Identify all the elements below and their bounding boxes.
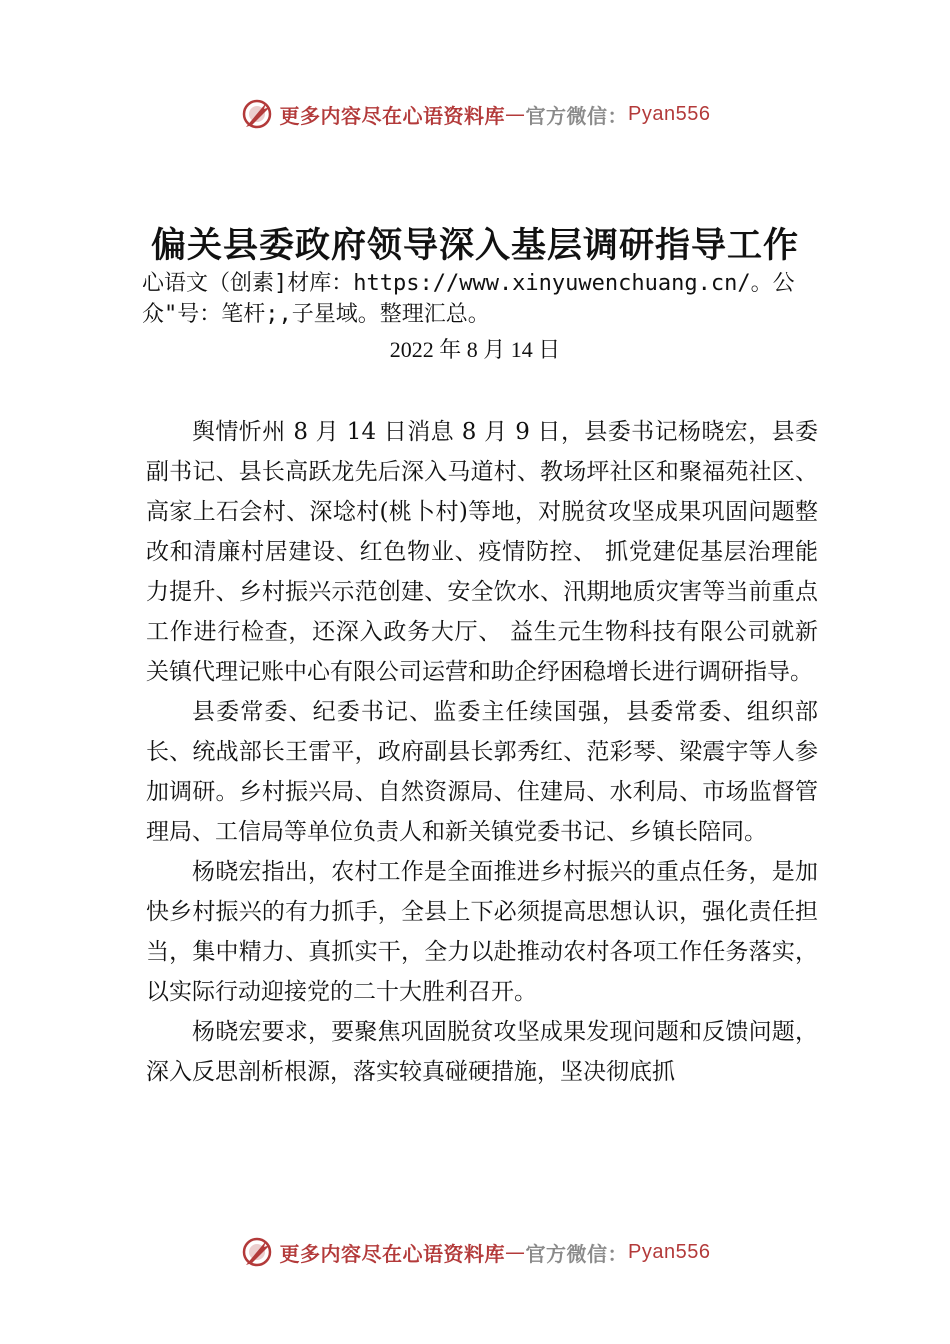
paragraph: 杨晓宏要求，要聚焦巩固脱贫攻坚成果发现问题和反馈问题，深入反思剖析根源，落实较真碰硬措施，坚决彻底抓 [146, 1019, 818, 1085]
banner-dash: — [505, 1240, 526, 1264]
banner-wechat-label: 官方微信： [525, 103, 629, 128]
header-banner [0, 96, 950, 132]
banner-dash: — [505, 102, 526, 126]
quill-logo-icon [240, 97, 274, 131]
document-title: 偏关县委政府领导深入基层调研指导工作 [150, 225, 799, 266]
quill-logo-icon [240, 1235, 274, 1269]
banner-wechat-label: 官方微信： [525, 1241, 629, 1266]
banner-wechat-id: Pyan556 [628, 1240, 711, 1263]
document-date: 2022 年 8 月 14 日 [389, 337, 561, 362]
paragraph: 舆情忻州 8 月 14 日消息 8 月 9 日，县委书记杨晓宏，县委副书记、县长高跃龙先后深入马道村、教场坪社区和聚福苑社区、高家上石会村、深埝村(桃卜村)等地，对脱贫攻坚成果巩固问题整改和清廉村居建设、红色物业、疫情防控、 抓党建促基层治理能力提升、乡村振兴示范创建、安全饮水、汛期地质灾害等当前重点工作进行检查，还深入政务大厅、 益生元生物科技有限公司就新关镇代理记账中心有限公司运营和助企纾困稳增长进行调研指导。 [146, 419, 818, 685]
banner-wechat-id: Pyan556 [628, 102, 711, 125]
source-line: 心语文（创素]材库：https://www.xinyuwenchuang.cn/。公众"号：笔杆;,子星域。整理汇总。 [142, 271, 795, 327]
footer-banner [0, 1234, 950, 1270]
document-body [146, 412, 818, 1092]
paragraph: 杨晓宏指出，农村工作是全面推进乡村振兴的重点任务，是加快乡村振兴的有力抓手，全县上下必须提高思想认识，强化责任担当，集中精力、真抓实干，全力以赴推动农村各项工作任务落实，以实际行动迎接党的二十大胜利召开。 [146, 859, 818, 1005]
paragraph: 县委常委、纪委书记、监委主任续国强，县委常委、组织部长、统战部长王雷平，政府副县长郭秀红、范彩琴、梁震宇等人参加调研。乡村振兴局、自然资源局、住建局、水利局、市场监督管理局、工信局等单位负责人和新关镇党委书记、乡镇长陪同。 [146, 699, 818, 845]
banner-main-text: 更多内容尽在心语资料库 [279, 103, 506, 128]
banner-main-text: 更多内容尽在心语资料库 [279, 1241, 506, 1266]
